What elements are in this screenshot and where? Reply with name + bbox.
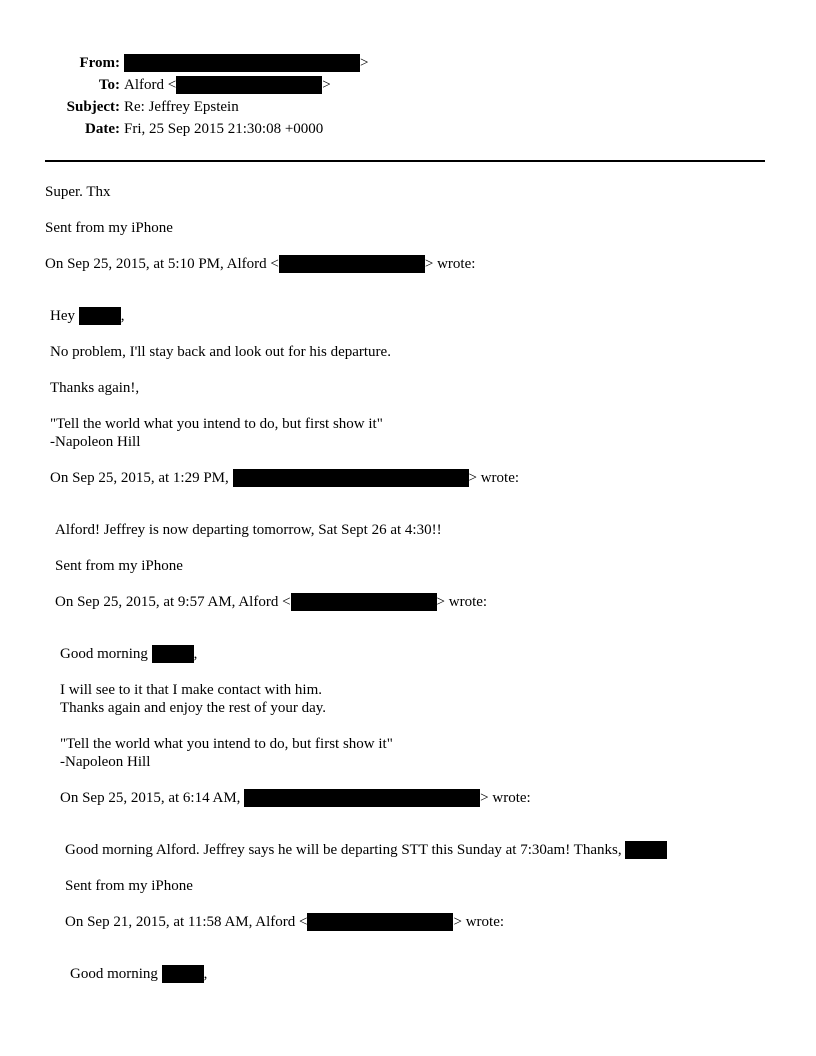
to-suffix: >	[322, 77, 331, 93]
subject-value: Re: Jeffrey Epstein	[124, 99, 239, 115]
quote-header	[65, 913, 504, 931]
greeting	[60, 645, 197, 663]
from-label: From:	[79, 55, 120, 71]
quote-header	[55, 593, 487, 611]
message-line: Alford! Jeffrey is now departing tomorrow, Sat Sept 26 at 4:30!!	[55, 522, 442, 538]
redaction-bar	[176, 76, 322, 94]
quote-header	[50, 469, 519, 487]
from-suffix: >	[360, 55, 369, 71]
signature: Sent from my iPhone	[45, 220, 173, 236]
greeting-end: ,	[193, 646, 198, 662]
redaction-bar	[124, 54, 360, 72]
to-name: Alford <	[124, 77, 177, 93]
message-line: No problem, I'll stay back and look out for his departure.	[50, 344, 391, 360]
date-value: Fri, 25 Sep 2015 21:30:08 +0000	[124, 121, 324, 137]
message-line	[65, 841, 667, 859]
redaction-bar	[279, 255, 425, 273]
redaction-bar	[291, 593, 437, 611]
redaction-bar	[244, 789, 480, 807]
date-label: Date:	[85, 121, 120, 137]
quote-header	[60, 789, 531, 807]
redaction-bar	[625, 841, 667, 859]
quote-header-suffix: > wrote:	[424, 256, 476, 272]
quote-header-prefix: On Sep 25, 2015, at 6:14 AM,	[60, 790, 241, 806]
greeting-end: ,	[203, 966, 208, 982]
greeting-text: Hey	[50, 308, 75, 324]
quote-header-suffix: > wrote:	[436, 594, 488, 610]
quote-header-suffix: > wrote:	[453, 914, 505, 930]
message-line: I will see to it that I make contact with him.	[60, 682, 323, 698]
quote-author: -Napoleon Hill	[60, 754, 151, 770]
reply-text: Super. Thx	[45, 184, 111, 200]
to-label: To:	[98, 77, 120, 93]
quote-header-suffix: > wrote:	[480, 790, 531, 806]
quote-line: "Tell the world what you intend to do, but first show it"	[60, 736, 393, 752]
greeting	[70, 965, 207, 983]
quote-header-prefix: On Sep 25, 2015, at 5:10 PM, Alford <	[45, 256, 279, 272]
message-text: Good morning Alford. Jeffrey says he will be departing STT this Sunday at 7:30am! Thanks,	[65, 842, 622, 858]
quote-line: "Tell the world what you intend to do, but first show it"	[50, 416, 383, 432]
quote-header-prefix: On Sep 25, 2015, at 9:57 AM, Alford <	[55, 594, 291, 610]
redaction-bar	[79, 307, 121, 325]
redaction-bar	[233, 469, 469, 487]
from-value	[124, 54, 368, 72]
greeting-end: ,	[120, 308, 125, 324]
redaction-bar	[162, 965, 204, 983]
greeting	[50, 307, 125, 325]
quote-author: -Napoleon Hill	[50, 434, 141, 450]
subject-label: Subject:	[66, 99, 120, 115]
header-divider	[45, 160, 765, 162]
greeting-text: Good morning	[70, 966, 158, 982]
quote-header-prefix: On Sep 25, 2015, at 1:29 PM,	[50, 470, 229, 486]
greeting-text: Good morning	[60, 646, 148, 662]
message-line: Thanks again!,	[50, 380, 140, 396]
quote-header	[45, 255, 475, 273]
redaction-bar	[152, 645, 194, 663]
quote-header-prefix: On Sep 21, 2015, at 11:58 AM, Alford <	[65, 914, 308, 930]
message-line: Thanks again and enjoy the rest of your day.	[60, 700, 327, 716]
to-value	[124, 76, 331, 94]
signature: Sent from my iPhone	[55, 558, 183, 574]
quote-header-suffix: > wrote:	[468, 470, 520, 486]
redaction-bar	[307, 913, 453, 931]
signature: Sent from my iPhone	[65, 878, 193, 894]
